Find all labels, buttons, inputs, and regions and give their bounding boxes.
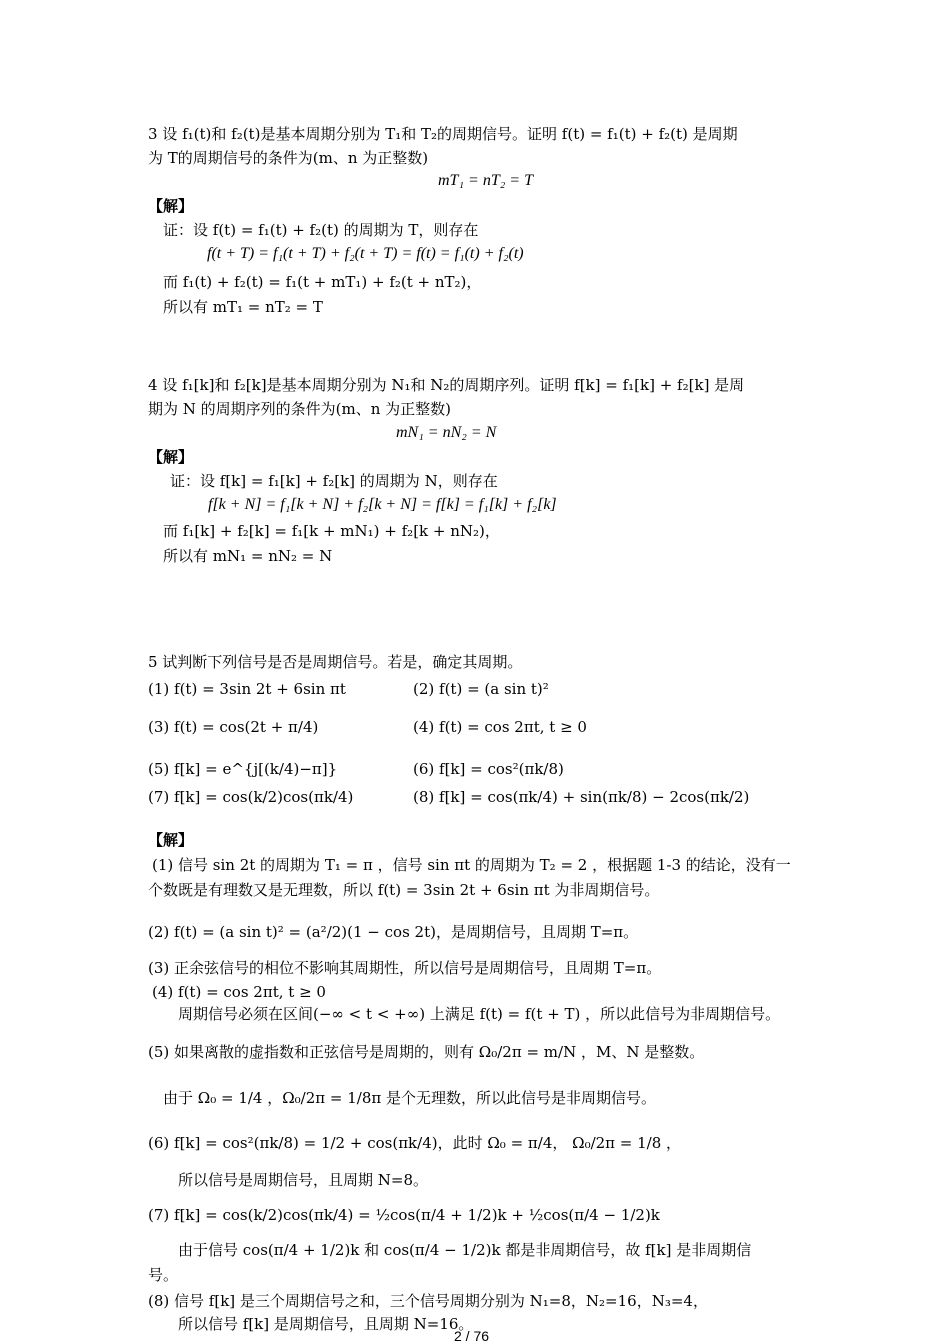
p5-item3: (3) f(t) = cos(2t + π/4) <box>148 718 319 736</box>
p5-answer6-line2: 所以信号是周期信号，且周期 N=8。 <box>178 1171 429 1189</box>
p5-item8: (8) f[k] = cos(πk/4) + sin(πk/8) − 2cos(πk/2) <box>413 788 750 806</box>
p3-solution-line2: f(t + T) = f₁(t + T) + f₂(t + T) = f(t) = f₁(t) + f₂(t) <box>207 245 524 262</box>
p3-solution-line1: 证：设 f(t) = f₁(t) + f₂(t) 的周期为 T，则存在 <box>163 221 479 239</box>
p3-solution-line4: 所以有 mT₁ = nT₂ = T <box>163 298 323 316</box>
p3-solution-heading: 【解】 <box>148 197 194 215</box>
p5-answer2: (2) f(t) = (a sin t)² = (a²/2)(1 − cos 2t)，是周期信号，且周期 T=π。 <box>148 923 639 941</box>
p4-solution-line2: f[k + N] = f₁[k + N] + f₂[k + N] = f[k] = f₁[k] + f₂[k] <box>208 496 557 513</box>
p4-solution-line1: 证：设 f[k] = f₁[k] + f₂[k] 的周期为 N，则存在 <box>170 472 498 490</box>
p5-answer4-line2: 周期信号必须在区间(−∞ < t < +∞) 上满足 f(t) = f(t + T) ，所以此信号为非周期信号。 <box>178 1005 781 1023</box>
p5-item5: (5) f[k] = e^{j[(k/4)−π]} <box>148 760 338 778</box>
p4-solution-line3: 而 f₁[k] + f₂[k] = f₁[k + mN₁) + f₂[k + nN₂)， <box>163 522 500 540</box>
p3-condition-equation: mT₁ = nT₂ = T <box>438 172 533 189</box>
p5-item1: (1) f(t) = 3sin 2t + 6sin πt <box>148 680 346 698</box>
p5-answer7-line3: 号。 <box>148 1266 179 1284</box>
p4-line2: 期为 N 的周期序列的条件为(m、n 为正整数) <box>148 400 452 418</box>
p5-answer1-line2: 个数既是有理数又是无理数，所以 f(t) = 3sin 2t + 6sin πt 为非周期信号。 <box>148 881 660 899</box>
p4-line1: 4 设 f₁[k]和 f₂[k]是基本周期分别为 N₁和 N₂的周期序列。证明 f[k] = f₁[k] + f₂[k] 是周 <box>148 376 745 394</box>
p3-line2: 为 T的周期信号的条件为(m、n 为正整数) <box>148 149 429 167</box>
p3-line1: 3 设 f₁(t)和 f₂(t)是基本周期分别为 T₁和 T₂的周期信号。证明 f(t) = f₁(t) + f₂(t) 是周期 <box>148 125 738 143</box>
p4-condition-equation: mN₁ = nN₂ = N <box>396 424 497 441</box>
p5-answer5-line1: (5) 如果离散的虚指数和正弦信号是周期的，则有 Ω₀/2π = m/N ，M、N 是整数。 <box>148 1043 705 1061</box>
p5-solution-heading: 【解】 <box>148 831 194 849</box>
p5-item7: (7) f[k] = cos(k/2)cos(πk/4) <box>148 788 354 806</box>
p5-answer8-line2: 所以信号 f[k] 是周期信号，且周期 N=16。 <box>178 1315 474 1333</box>
p4-solution-line4: 所以有 mN₁ = nN₂ = N <box>163 547 333 565</box>
p5-item4: (4) f(t) = cos 2πt, t ≥ 0 <box>413 718 587 736</box>
p5-item2: (2) f(t) = (a sin t)² <box>413 680 549 698</box>
p5-answer1-line1: (1) 信号 sin 2t 的周期为 T₁ = π ，信号 sin πt 的周期为 T₂ = 2 ，根据题 1-3 的结论，没有一 <box>152 856 791 874</box>
p3-solution-line3: 而 f₁(t) + f₂(t) = f₁(t + mT₁) + f₂(t + nT₂)， <box>163 273 482 291</box>
p5-answer7-line1: (7) f[k] = cos(k/2)cos(πk/4) = ½cos(π/4 + 1/2)k + ½cos(π/4 − 1/2)k <box>148 1206 660 1224</box>
p5-item6: (6) f[k] = cos²(πk/8) <box>413 760 564 778</box>
p4-solution-heading: 【解】 <box>148 448 194 466</box>
p5-answer6-line1: (6) f[k] = cos²(πk/8) = 1/2 + cos(πk/4)，此时 Ω₀ = π/4， Ω₀/2π = 1/8 ， <box>148 1134 682 1152</box>
p5-answer4-line1: (4) f(t) = cos 2πt, t ≥ 0 <box>152 983 326 1001</box>
p5-answer5-line2: 由于 Ω₀ = 1/4 ，Ω₀/2π = 1/8π 是个无理数，所以此信号是非周期信号。 <box>163 1089 657 1107</box>
p5-answer3: (3) 正余弦信号的相位不影响其周期性，所以信号是周期信号，且周期 T=π。 <box>148 959 662 977</box>
p5-answer8-line1: (8) 信号 f[k] 是三个周期信号之和，三个信号周期分别为 N₁=8，N₂=16，N₃=4， <box>148 1292 708 1310</box>
page-number: 2 / 76 <box>454 1328 490 1344</box>
p5-line1: 5 试判断下列信号是否是周期信号。若是，确定其周期。 <box>148 653 523 671</box>
p5-answer7-line2: 由于信号 cos(π/4 + 1/2)k 和 cos(π/4 − 1/2)k 都是非周期信号，故 f[k] 是非周期信 <box>178 1241 752 1259</box>
